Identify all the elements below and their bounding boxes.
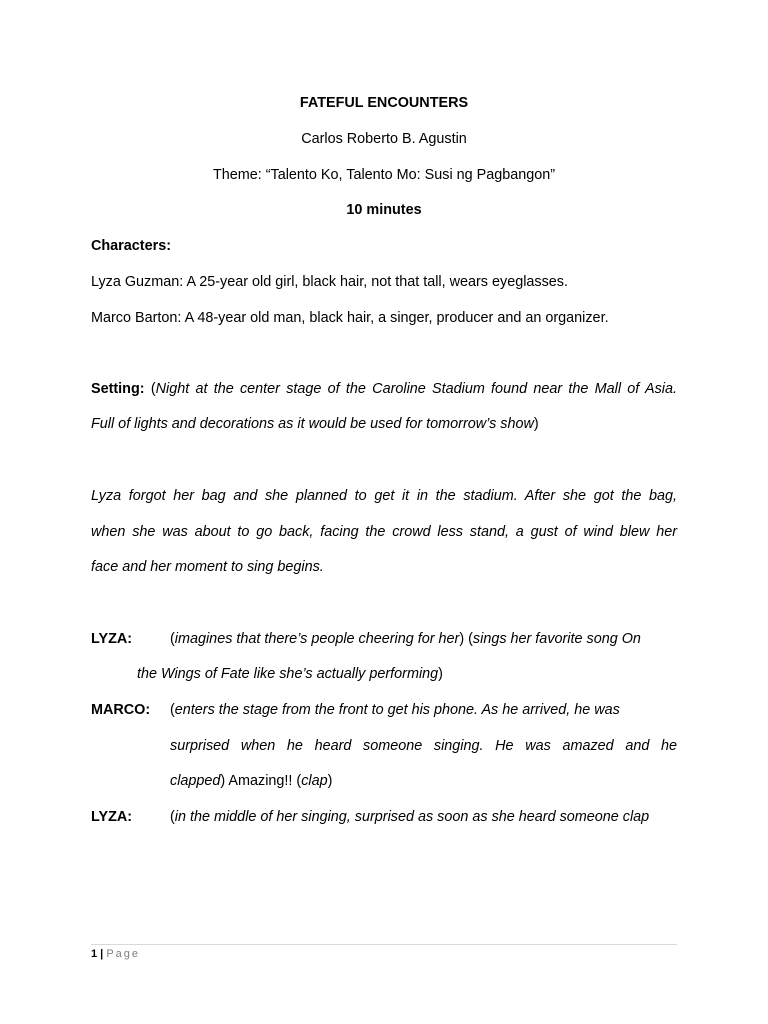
setting-text-1: Night at the center stage of the Caroline Stadium found near the Mall of Asia.	[155, 381, 677, 397]
stage-direction: imagines that there’s people cheering for her	[174, 631, 460, 647]
stage-direction: in the middle of her singing, surprised as soon as she heard someone clap	[174, 809, 650, 825]
duration-line: 10 minutes	[346, 202, 422, 218]
marco-line-2: surprised when he heard someone singing. He was amazed and he	[170, 738, 677, 754]
paren: (	[170, 809, 175, 825]
page-number: 1	[91, 948, 98, 960]
setting-paren-open: (	[144, 381, 156, 397]
footer-divider	[91, 944, 677, 945]
speaker-lyza-2: LYZA:	[91, 809, 133, 825]
marco-line-1	[170, 701, 670, 719]
stage-direction: clap	[301, 773, 328, 789]
character-lyza: Lyza Guzman: A 25-year old girl, black hair, not that tall, wears eyeglasses.	[91, 274, 568, 290]
stage-direction: sings her favorite song On	[472, 631, 641, 647]
paren: (	[170, 702, 175, 718]
paren: )	[438, 666, 443, 682]
page-footer	[91, 947, 140, 961]
narration-line-2: when she was about to go back, facing the crowd less stand, a gust of wind blew her	[91, 524, 677, 540]
stage-direction: clapped	[170, 773, 221, 789]
setting-paren-close: )	[533, 416, 539, 432]
script-title: FATEFUL ENCOUNTERS	[299, 95, 469, 111]
lyza-line-2	[137, 665, 677, 683]
speaker-lyza: LYZA:	[91, 631, 133, 647]
narration-line-3: face and her moment to sing begins.	[91, 559, 324, 575]
lyza-line-1	[170, 630, 670, 648]
characters-heading: Characters:	[91, 238, 171, 254]
setting-line-1	[91, 380, 677, 398]
setting-label: Setting:	[91, 381, 145, 397]
paren: ) (	[459, 631, 473, 647]
speaker-marco: MARCO:	[91, 702, 151, 718]
setting-line-2	[91, 415, 677, 433]
paren: )	[327, 773, 333, 789]
footer-page-label: Page	[106, 948, 141, 960]
character-marco: Marco Barton: A 48-year old man, black hair, a singer, producer and an organizer.	[91, 310, 609, 326]
lyza2-line-1	[170, 808, 677, 826]
paren: (	[170, 631, 175, 647]
author-line: Carlos Roberto B. Agustin	[301, 131, 467, 147]
dialogue-text: ) Amazing!! (	[220, 773, 302, 789]
setting-text-2: Full of lights and decorations as it would be used for tomorrow’s show	[91, 416, 534, 432]
marco-line-3	[170, 772, 670, 790]
stage-direction: the Wings of Fate like she’s actually performing	[137, 666, 439, 682]
stage-direction: enters the stage from the front to get his phone. As he arrived, he was	[174, 702, 620, 718]
narration-line-1: Lyza forgot her bag and she planned to get it in the stadium. After she got the bag,	[91, 488, 677, 504]
footer-separator: |	[97, 948, 107, 960]
theme-line: Theme: “Talento Ko, Talento Mo: Susi ng Pagbangon”	[212, 167, 556, 183]
